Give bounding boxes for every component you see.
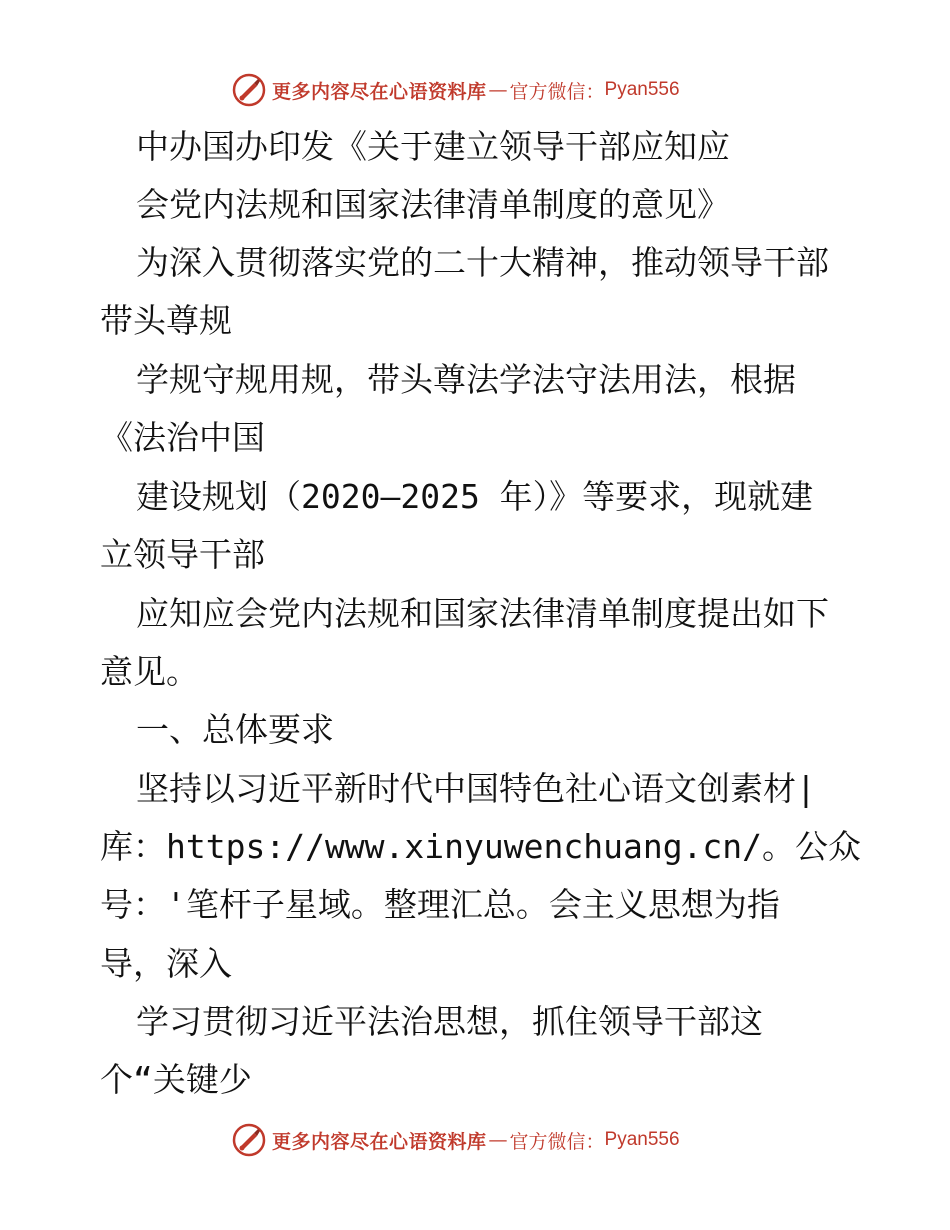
doc-line: 建设规划（2020—2025 年）》等要求，现就建: [136, 477, 814, 516]
brush-logo-icon: [232, 1123, 266, 1157]
banner-separator: —: [488, 79, 508, 101]
footer-banner: [232, 1120, 680, 1160]
banner-contact-id: Pyan556: [604, 79, 680, 100]
doc-line: 带头尊规: [100, 301, 232, 340]
doc-line: 《法治中国: [100, 418, 265, 457]
doc-line: 中办国办印发《关于建立领导干部应知应: [136, 127, 730, 166]
banner-contact-label: 官方微信：: [509, 1130, 605, 1153]
banner-separator: —: [488, 1129, 508, 1151]
doc-line: 一、总体要求: [136, 710, 334, 749]
doc-line: 立领导干部: [100, 535, 265, 574]
doc-line: 坚持以习近平新时代中国特色社心语文创素材|: [136, 769, 816, 808]
banner-site-text: 更多内容尽在心语资料库: [272, 1130, 487, 1153]
doc-line: 库：https://www.xinyuwenchuang.cn/。公众: [100, 827, 862, 866]
brush-logo-icon: [232, 73, 266, 107]
doc-line: 学规守规用规，带头尊法学法守法用法，根据: [136, 360, 796, 399]
banner-contact-id: Pyan556: [604, 1129, 680, 1150]
doc-line: 导，深入: [100, 944, 232, 983]
header-banner: [232, 70, 680, 110]
doc-line: 号：'笔杆子星域。整理汇总。会主义思想为指: [100, 885, 780, 924]
doc-line: 为深入贯彻落实党的二十大精神，推动领导干部: [136, 243, 829, 282]
doc-line: 应知应会党内法规和国家法律清单制度提出如下: [136, 594, 829, 633]
doc-line: 个“关键少: [100, 1060, 252, 1099]
banner-site-text: 更多内容尽在心语资料库: [272, 80, 487, 103]
doc-line: 学习贯彻习近平法治思想，抓住领导干部这: [136, 1002, 763, 1041]
doc-line: 意见。: [100, 652, 199, 691]
banner-contact-label: 官方微信：: [509, 80, 605, 103]
doc-line: 会党内法规和国家法律清单制度的意见》: [136, 185, 730, 224]
